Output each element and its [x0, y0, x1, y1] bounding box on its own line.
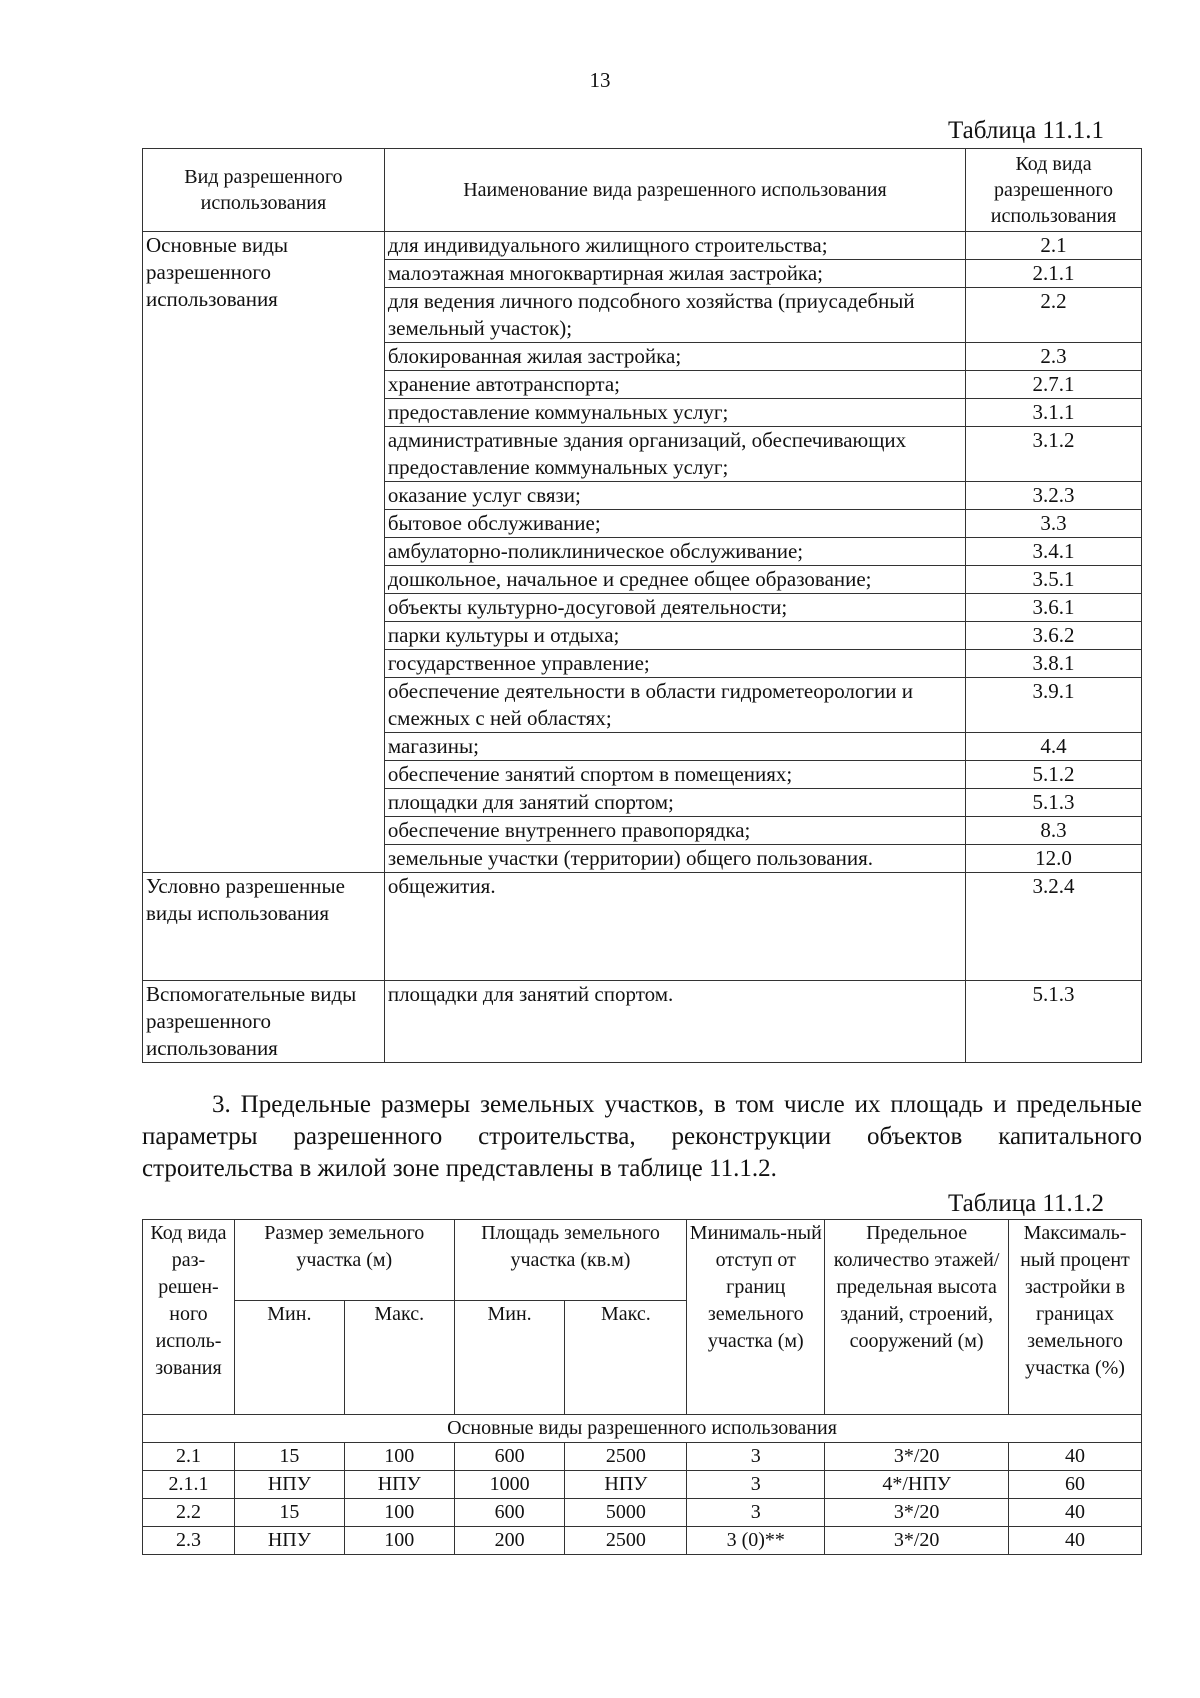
use-code-cell: 2.1.1 [966, 260, 1142, 288]
header-size: Размер земельного участка (м) [234, 1220, 454, 1301]
cell-area-min: 600 [454, 1499, 565, 1527]
cell-percent: 60 [1009, 1471, 1142, 1499]
page-number: 13 [589, 68, 611, 92]
use-name-cell: дошкольное, начальное и среднее общее образование; [384, 566, 965, 594]
header-setback: Минималь-ный отступ от границ земельного участка (м) [687, 1220, 825, 1415]
use-name-cell: общежития. [384, 873, 965, 981]
section-row [143, 1415, 1142, 1443]
use-name-cell: предоставление коммунальных услуг; [384, 399, 965, 427]
cell-code: 2.1 [143, 1443, 235, 1471]
cell-floors: 3*/20 [825, 1443, 1009, 1471]
cell-size-max: 100 [344, 1443, 454, 1471]
use-name-cell: блокированная жилая застройка; [384, 343, 965, 371]
table2-caption: Таблица 11.1.2 [948, 1190, 1104, 1217]
use-name-cell: для ведения личного подсобного хозяйства (приусадебный земельный участок); [384, 288, 965, 343]
table-body [143, 1415, 1142, 1555]
use-name-cell: объекты культурно-досуговой деятельности; [384, 594, 965, 622]
header-use-name: Наименование вида разрешенного использования [384, 149, 965, 232]
table-row [143, 1471, 1142, 1499]
cell-percent: 40 [1009, 1443, 1142, 1471]
cell-size-min: 15 [234, 1499, 344, 1527]
use-name-cell: государственное управление; [384, 650, 965, 678]
cell-code: 2.1.1 [143, 1471, 235, 1499]
header-area-max: Макс. [565, 1301, 687, 1415]
use-code-cell: 5.1.2 [966, 761, 1142, 789]
use-code-cell: 3.8.1 [966, 650, 1142, 678]
use-code-cell: 2.7.1 [966, 371, 1142, 399]
use-code-cell: 3.3 [966, 510, 1142, 538]
use-code-cell: 2.2 [966, 288, 1142, 343]
cell-percent: 40 [1009, 1499, 1142, 1527]
paragraph-text: 3. Предельные размеры земельных участков, в том числе их площадь и предельные параметры разрешенного строительства, реконструкции объектов капитального строительства в жилой зоне представлены в таблице 11.1.2. [142, 1091, 1142, 1182]
use-name-cell: обеспечение деятельности в области гидрометеорологии и смежных с ней областях; [384, 678, 965, 733]
use-code-cell: 4.4 [966, 733, 1142, 761]
header-floors: Предельное количество этажей/ предельная высота зданий, строений, сооружений (м) [825, 1220, 1009, 1415]
table-body [143, 232, 1142, 1063]
use-code-cell: 3.6.1 [966, 594, 1142, 622]
use-code-cell: 3.1.2 [966, 427, 1142, 482]
cell-floors: 3*/20 [825, 1527, 1009, 1555]
use-code-cell: 8.3 [966, 817, 1142, 845]
table-row [143, 232, 1142, 260]
table-row [143, 873, 1142, 981]
group-conditional: Условно разрешенные виды использования [143, 873, 385, 981]
use-code-cell: 3.4.1 [966, 538, 1142, 566]
table1-caption: Таблица 11.1.1 [948, 117, 1104, 144]
cell-area-max: 2500 [565, 1443, 687, 1471]
group-auxiliary: Вспомогательные виды разрешенного использования [143, 981, 385, 1063]
cell-size-min: НПУ [234, 1527, 344, 1555]
cell-area-max: 5000 [565, 1499, 687, 1527]
land-parameters-table [142, 1219, 1142, 1555]
use-name-cell: площадки для занятий спортом; [384, 789, 965, 817]
permitted-use-table [142, 148, 1142, 1063]
cell-area-max: 2500 [565, 1527, 687, 1555]
use-name-cell: малоэтажная многоквартирная жилая застройка; [384, 260, 965, 288]
header-size-max: Макс. [344, 1301, 454, 1415]
cell-code: 2.2 [143, 1499, 235, 1527]
use-name-cell: амбулаторно-поликлиническое обслуживание; [384, 538, 965, 566]
cell-code: 2.3 [143, 1527, 235, 1555]
use-name-cell: оказание услуг связи; [384, 482, 965, 510]
use-code-cell: 3.2.3 [966, 482, 1142, 510]
use-code-cell: 3.1.1 [966, 399, 1142, 427]
header-code: Код вида раз-решен-ного исполь-зования [143, 1220, 235, 1415]
table-header-row [143, 149, 1142, 232]
header-use-type: Вид разрешенного использования [143, 149, 385, 232]
use-code-cell: 3.2.4 [966, 873, 1142, 981]
cell-size-max: НПУ [344, 1471, 454, 1499]
cell-floors: 3*/20 [825, 1499, 1009, 1527]
cell-area-min: 1000 [454, 1471, 565, 1499]
cell-size-max: 100 [344, 1499, 454, 1527]
use-name-cell: парки культуры и отдыха; [384, 622, 965, 650]
cell-area-min: 200 [454, 1527, 565, 1555]
use-name-cell: магазины; [384, 733, 965, 761]
use-code-cell: 3.9.1 [966, 678, 1142, 733]
use-name-cell: административные здания организаций, обеспечивающих предоставление коммунальных услуг; [384, 427, 965, 482]
cell-area-max: НПУ [565, 1471, 687, 1499]
cell-setback: 3 [687, 1443, 825, 1471]
use-name-cell: обеспечение внутреннего правопорядка; [384, 817, 965, 845]
table-row [143, 1499, 1142, 1527]
use-name-cell: обеспечение занятий спортом в помещениях; [384, 761, 965, 789]
section-title: Основные виды разрешенного использования [143, 1415, 1142, 1443]
use-code-cell: 2.3 [966, 343, 1142, 371]
header-area: Площадь земельного участка (кв.м) [454, 1220, 687, 1301]
cell-setback: 3 [687, 1471, 825, 1499]
cell-size-min: 15 [234, 1443, 344, 1471]
use-name-cell: бытовое обслуживание; [384, 510, 965, 538]
cell-setback: 3 [687, 1499, 825, 1527]
header-use-code: Код вида разрешенного использования [966, 149, 1142, 232]
cell-setback: 3 (0)** [687, 1527, 825, 1555]
table-row [143, 1527, 1142, 1555]
cell-size-min: НПУ [234, 1471, 344, 1499]
use-code-cell: 2.1 [966, 232, 1142, 260]
use-code-cell: 5.1.3 [966, 789, 1142, 817]
use-code-cell: 5.1.3 [966, 981, 1142, 1063]
use-code-cell: 12.0 [966, 845, 1142, 873]
group-main: Основные виды разрешенного использования [143, 232, 385, 873]
use-name-cell: хранение автотранспорта; [384, 371, 965, 399]
cell-area-min: 600 [454, 1443, 565, 1471]
cell-floors: 4*/НПУ [825, 1471, 1009, 1499]
use-code-cell: 3.5.1 [966, 566, 1142, 594]
use-name-cell: площадки для занятий спортом. [384, 981, 965, 1063]
header-percent: Максималь-ный процент застройки в границах земельного участка (%) [1009, 1220, 1142, 1415]
header-area-min: Мин. [454, 1301, 565, 1415]
table-row [143, 1443, 1142, 1471]
table-header-row [143, 1220, 1142, 1301]
table-row [143, 981, 1142, 1063]
use-name-cell: для индивидуального жилищного строительства; [384, 232, 965, 260]
use-code-cell: 3.6.2 [966, 622, 1142, 650]
use-name-cell: земельные участки (территории) общего пользования. [384, 845, 965, 873]
header-size-min: Мин. [234, 1301, 344, 1415]
cell-percent: 40 [1009, 1527, 1142, 1555]
cell-size-max: 100 [344, 1527, 454, 1555]
